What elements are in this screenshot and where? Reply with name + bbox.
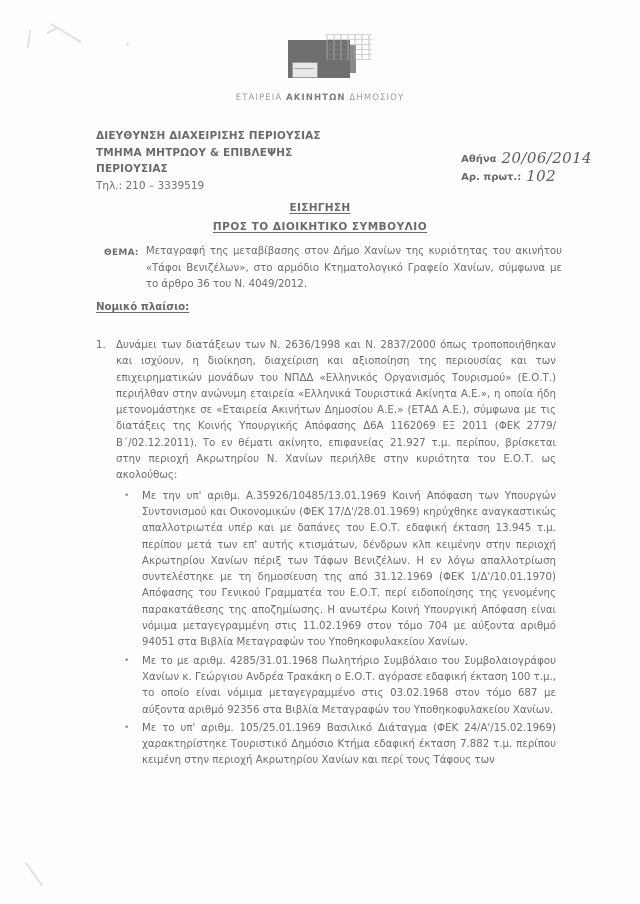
department-block bbox=[96, 128, 321, 194]
numbered-item-body bbox=[116, 338, 556, 772]
numbered-item-marker: 1. bbox=[96, 340, 106, 351]
city-label: Αθήνα bbox=[461, 154, 497, 165]
numbered-item bbox=[96, 338, 556, 772]
legal-framework-heading: Νομικό πλαίσιο: bbox=[96, 302, 190, 313]
document-subtitle: ΠΡΟΣ ΤΟ ΔΙΟΙΚΗΤΙΚΟ ΣΥΜΒΟΥΛΙΟ bbox=[212, 221, 428, 233]
date-handwritten-value: 20/06/2014 bbox=[501, 149, 592, 167]
organization-name bbox=[0, 93, 640, 103]
department-phone: Τηλ.: 210 – 3339519 bbox=[96, 179, 205, 192]
legal-framework-intro-paragraph: Δυνάμει των διατάξεων των Ν. 2636/1998 και Ν. 2837/2000 όπως τροποποιήθηκαν και ισχύουν, η διοίκηση, διαχείριση και αξιοποίηση της περιουσίας και των επιχειρηματικών μονάδων του ΝΠΔΔ «Ελληνικός Οργανισμός Τουρισμού» (Ε.Ο.Τ.) περιήλθαν στην ανώνυμη εταιρεία «Ελληνικά Τουριστικά Ακίνητα Α.Ε.», η οποία ήδη μετονομάστηκε σε «Εταιρεία Ακινήτων Δημοσίου Α.Ε.» (ΕΤΑΔ Α.Ε.), σύμφωνα με τις διατάξεις της Κοινής Υπουργικής Απόφασης Δ6Α 1162069 ΕΞ 2011 (ΦΕΚ 2779/Β΄/02.12.2011). Το εν θέματι ακίνητο, επιφανείας 21.927 τ.μ. περίπου, βρίσκεται στην περιοχή Ακρωτηρίου Ν. Χανίων περιήλθε στην κυριότητα του Ε.Ο.Τ. ως ακολούθως: bbox=[116, 340, 556, 482]
title-main-row bbox=[0, 196, 640, 215]
title-sub-row bbox=[0, 215, 640, 234]
document-titles bbox=[0, 196, 640, 234]
document-meta-row bbox=[96, 128, 592, 194]
protocol-handwritten-value: 102 bbox=[526, 167, 557, 185]
organization-name-suffix: ΔΗΜΟΣΙΟΥ bbox=[345, 93, 405, 103]
organization-name-bold: ΑΚΙΝΗΤΩΝ bbox=[286, 93, 346, 103]
protocol-line bbox=[461, 168, 592, 186]
list-item: • Με το υπ' αριθμ. 105/25.01.1969 Βασιλικό Διάταγμα (ΦΕΚ 24/Α'/15.02.1969) χαρακτηρίστηκε Τουριστικό Δημόσιο Κτήμα εδαφική έκταση 7.882 τ.μ. περίπου κειμένη στην περιοχή Ακρωτηρίου Χανίων και περί τους Τάφους των bbox=[116, 721, 556, 770]
scan-artifact-mark bbox=[25, 862, 43, 886]
building-logo-icon bbox=[288, 34, 362, 80]
logo-band-shape bbox=[292, 62, 318, 78]
organization-name-prefix: ΕΤΑΙΡΕΙΑ bbox=[235, 93, 287, 103]
date-line bbox=[461, 150, 592, 168]
date-protocol-block bbox=[461, 150, 592, 186]
department-line-2: ΤΜΗΜΑ ΜΗΤΡΩΟΥ & ΕΠΙΒΛΕΨΗΣ bbox=[96, 146, 293, 159]
logo-hatch-texture bbox=[326, 34, 372, 60]
protocol-label: Αρ. πρωτ.: bbox=[461, 172, 522, 183]
subject-block bbox=[104, 244, 562, 294]
department-line-1: ΔΙΕΥΘΥΝΣΗ ΔΙΑΧΕΙΡΙΣΗΣ ΠΕΡΙΟΥΣΙΑΣ bbox=[96, 130, 321, 142]
subject-text: Μεταγραφή της μεταβίβασης στον Δήμο Χανίων της κυριότητας του ακινήτου «Τάφοι Βενιζέλων», στο αρμόδιο Κτηματολογικό Γραφείο Χανίων, σύμφωνα με το άρθρο 36 του Ν. 4049/2012. bbox=[145, 246, 562, 290]
letterhead bbox=[0, 34, 640, 103]
document-body bbox=[96, 338, 556, 772]
document-title: ΕΙΣΗΓΗΣΗ bbox=[289, 202, 351, 214]
list-item: • Με το με αριθμ. 4285/31.01.1968 Πωλητήριο Συμβόλαιο του Συμβολαιογράφου Χανίων κ. Γεώργιου Ανδρέα Τρακάκη ο Ε.Ο.Τ. αγόρασε εδαφική έκταση 100 τ.μ., το οποίο είναι νόμιμα μεταγεγραμμένο στις 03.02.1968 στον τόμο 687 με αύξοντα αριθμό 92356 στα Βιβλία Μεταγραφών του Υποθηκοφυλακείου Χανίων. bbox=[116, 654, 556, 719]
department-line-3: ΠΕΡΙΟΥΣΙΑΣ bbox=[96, 163, 168, 175]
legal-framework-bullet-list bbox=[116, 489, 556, 770]
subject-label: ΘΕΜΑ: bbox=[104, 247, 139, 258]
list-item: • Με την υπ' αριθμ. Α.35926/10485/13.01.1969 Κοινή Απόφαση των Υπουργών Συντονισμού και Οικονομικών (ΦΕΚ 17/Δ'/28.01.1969) κηρύχθηκε αναγκαστικώς απαλλοτριωτέα υπέρ και με δαπάνες του Ε.Ο.Τ. εδαφική έκταση 13.945 τ.μ. περίπου μετά των επ' αυτής κτισμάτων, δένδρων κλπ κειμένην στην περιοχή Ακρωτηρίου Χανίων πέριξ των Τάφων Βενιζέλων. Η εν λόγω απαλλοτρίωση συντελέστηκε με τη δημοσίευση της από 31.12.1969 (ΦΕΚ 1/Δ'/10.01.1970) Απόφασης του Γενικού Γραμματέα του Ε.Ο.Τ. περί ειδοποίησης της γενομένης παρακατάθεσης της αποζημίωσης. Η ανωτέρω Κοινή Υπουργική Απόφαση είναι νόμιμα μεταγεγραμμένη στις 11.02.1969 στον τόμο 704 με αύξοντα αριθμό 94051 στα Βιβλία Μεταγραφών του Υποθηκοφυλακείου Χανίων. bbox=[116, 489, 556, 652]
